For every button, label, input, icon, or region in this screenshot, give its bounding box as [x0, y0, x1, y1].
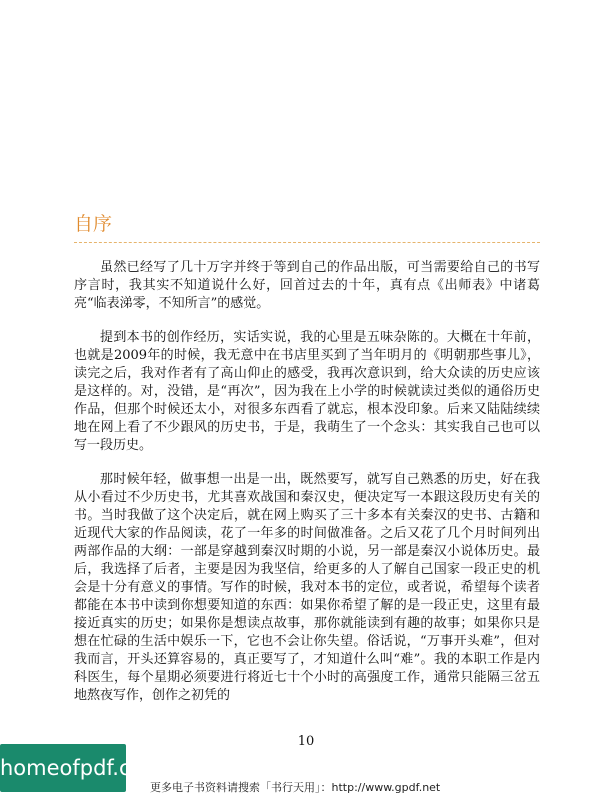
body-text [74, 259, 540, 721]
paragraph-3: 那时候年轻，做事想一出是一出，既然要写，就写自己熟悉的历史，好在我从小看过不少历史书，尤其喜欢战国和秦汉史，便决定写一本跟这段历史有关的书。当时我做了这个决定后，就在网上购买了三十多本有关秦汉的史书、古籍和近现代大家的作品阅读，花了一年多的时间做准备。之后又花了几个月时间列出两部作品的大纲：一部是穿越到秦汉时期的小说，另一部是秦汉小说体历史。最后，我选择了后者，主要是因为我坚信，给更多的人了解自己国家一段正史的机会是十分有意义的事情。写作的时候，我对本书的定位，或者说，希望每个读者都能在本书中读到你想要知道的东西：如果你希望了解的是一段正史，这里有最接近真实的历史；如果你是想读点故事，那你就能读到有趣的故事；如果你只是想在忙碌的生活中娱乐一下，它也不会让你失望。俗话说，“万事开头难”，但对我而言，开头还算容易的，真正要写了，才知道什么叫“难”。我的本职工作是内科医生，每个星期必须要进行将近七十个小时的高强度工作，通常只能隔三岔五地熬夜写作，创作之初凭的 [74, 472, 540, 703]
footer-note: 更多电子书资料请搜索「书行天用」：http://www.gpdf.net [150, 781, 441, 794]
watermark-logo[interactable]: homeofpdf.com [0, 744, 126, 792]
section-title: 自序 [74, 213, 113, 235]
title-divider [74, 242, 540, 243]
paragraph-1: 虽然已经写了几十万字并终于等到自己的作品出版，可当需要给自己的书写序言时，我其实不知道说什么好，回首过去的十年，真有点《出师表》中诸葛亮“临表涕零，不知所言”的感觉。 [74, 260, 540, 311]
page-number: 10 [297, 734, 315, 749]
paragraph-2: 提到本书的创作经历，实话实说，我的心里是五味杂陈的。大概在十年前，也就是2009年的时候，我无意中在书店里买到了当年明月的《明朝那些事儿》，读完之后，我对作者有了高山仰止的感受，我再次意识到，给大众读的历史应该是这样的。对，没错，是“再次”，因为我在上小学的时候就读过类似的通俗历史作品，但那个时候还太小，对很多东西看了就忘，根本没印象。后来又陆陆续续地在网上看了不少跟风的历史书，于是，我萌生了一个念头：其实我自己也可以写一段历史。 [74, 330, 540, 453]
